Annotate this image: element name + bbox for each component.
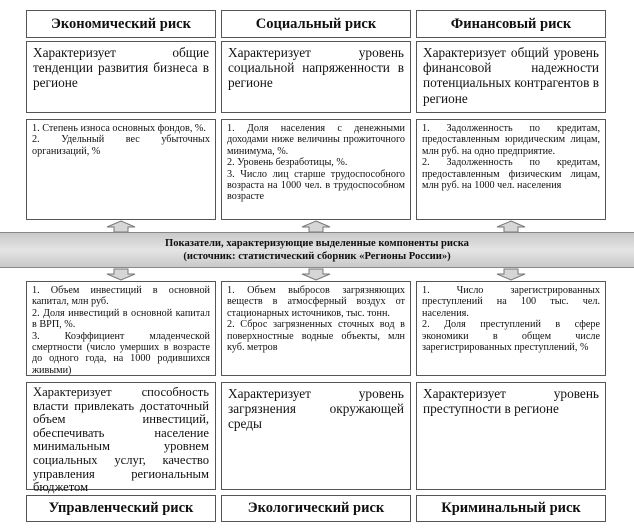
down-arrow-icon <box>101 268 141 281</box>
criminal-risk-description: Характеризует уровень преступности в регионе <box>416 382 606 490</box>
financial-risk-description: Характеризует общий уровень финансовой надежности потенциальных контрагентов в регионе <box>416 41 606 113</box>
indicator-item: 1. Объем инвестиций в основной капитал, млн руб. <box>32 285 210 308</box>
financial-risk-indicators <box>416 119 606 220</box>
management-risk-description: Характеризует способность власти привлекать достаточный объем инвестиций, обеспечивать население минимальным уровнем социальных услуг, качество управления региональным бюджетом <box>26 382 216 490</box>
indicators-band <box>0 232 634 268</box>
social-risk-indicators <box>221 119 411 220</box>
band-title: Показатели, характеризующие выделенные компоненты риска <box>165 238 469 249</box>
indicator-item: 1. Степень износа основных фондов, %. <box>32 123 206 134</box>
indicator-item: 1. Объем выбросов загрязняющих веществ в атмосферный воздух от стационарных источников, тыс. тонн. <box>227 285 405 319</box>
indicator-item: 1. Задолженность по кредитам, предоставленным юридическим лицам, млн руб. на одно предприятие. <box>422 123 600 157</box>
criminal-risk-indicators <box>416 281 606 376</box>
indicator-item: 2. Доля преступлений в сфере экономики в общем числе зарегистрированных преступлений, % <box>422 319 600 354</box>
financial-risk-title: Финансовый риск <box>416 10 606 38</box>
indicator-item: 2. Удельный вес убыточных организаций, % <box>32 134 210 157</box>
social-risk-title: Социальный риск <box>221 10 411 38</box>
ecological-risk-title: Экологический риск <box>221 495 411 522</box>
indicator-item: 2. Задолженность по кредитам, предоставленным физическим лицам, млн руб. на 1000 чел. населения <box>422 157 600 192</box>
social-risk-description: Характеризует уровень социальной напряженности в регионе <box>221 41 411 113</box>
indicator-item: 1. Доля населения с денежными доходами ниже величины прожиточного минимума, %. <box>227 123 405 157</box>
economic-risk-title: Экономический риск <box>26 10 216 38</box>
criminal-risk-title: Криминальный риск <box>416 495 606 522</box>
down-arrow-icon <box>296 268 336 281</box>
down-arrow-icon <box>491 268 531 281</box>
indicator-item: 3. Число лиц старше трудоспособного возраста на 1000 чел. в трудоспособном возрасте <box>227 168 405 203</box>
indicator-item: 1. Число зарегистрированных преступлений на 100 тыс. чел. населения. <box>422 285 600 319</box>
indicator-item: 2. Доля инвестиций в основной капитал в ВРП, %. <box>32 307 210 331</box>
ecological-risk-description: Характеризует уровень загрязнения окружающей среды <box>221 382 411 490</box>
economic-risk-description: Характеризует общие тенденции развития бизнеса в регионе <box>26 41 216 113</box>
ecological-risk-indicators <box>221 281 411 376</box>
indicator-item: 2. Сброс загрязненных сточных вод в поверхностные водные объекты, млн куб. метров <box>227 319 405 354</box>
management-risk-title: Управленческий риск <box>26 495 216 522</box>
management-risk-indicators <box>26 281 216 376</box>
economic-risk-indicators <box>26 119 216 220</box>
indicator-item: 2. Уровень безработицы, %. <box>227 157 348 169</box>
indicator-item: 3. Коэффициент младенческой смертности (число умерших в возрасте до одного года, на 1000 родившихся живыми) <box>32 330 210 376</box>
band-source: (источник: статистический сборник «Регионы России») <box>183 251 451 262</box>
